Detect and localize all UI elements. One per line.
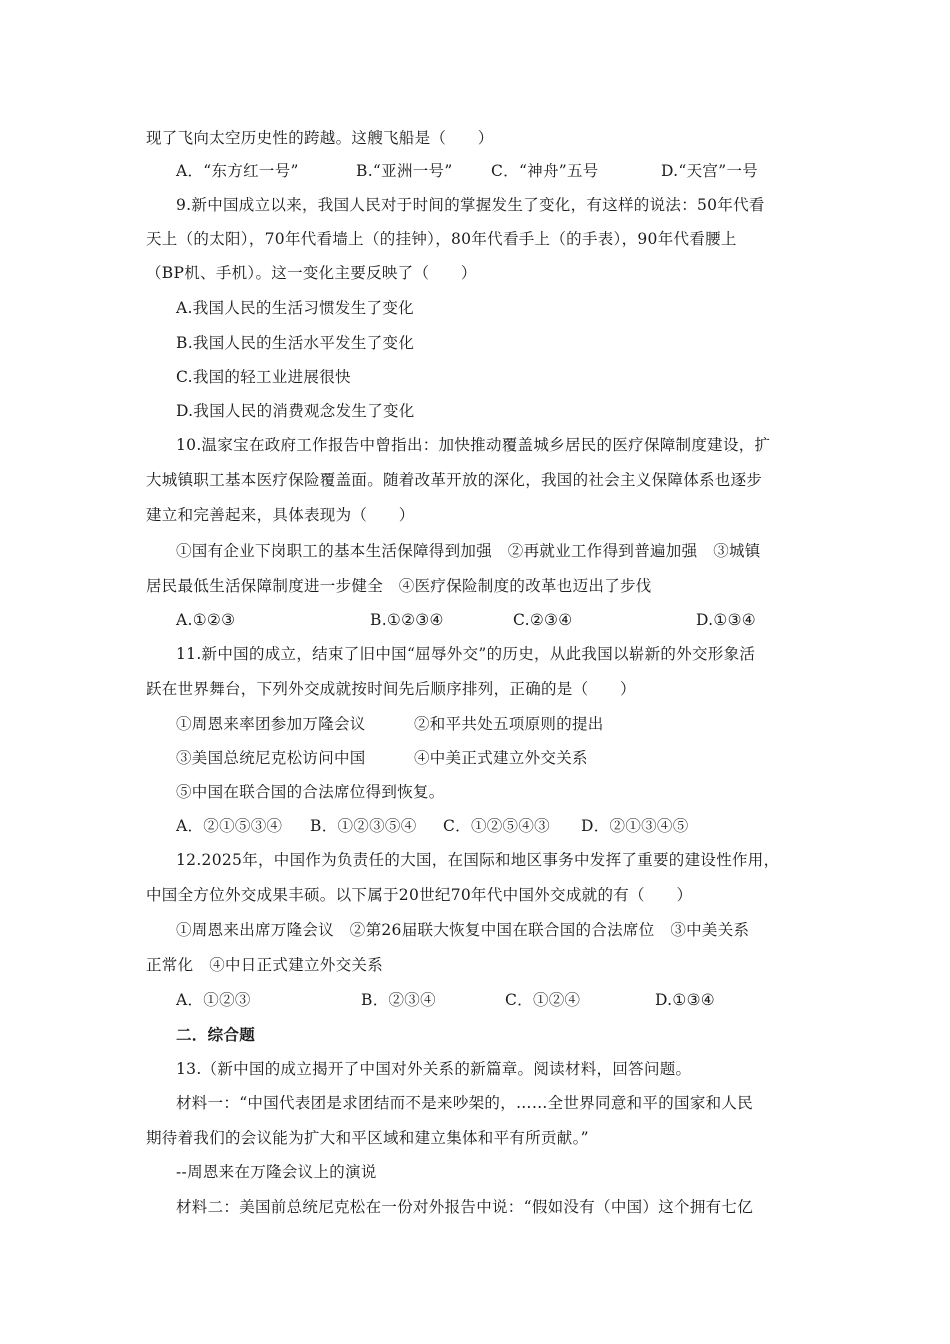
q10-items-line2: 居民最低生活保障制度进一步健全 ④医疗保险制度的改革也迈出了步伐: [146, 577, 652, 595]
q12-option-a: A．①②③: [176, 991, 251, 1009]
q13-material1-line1: 材料一：“中国代表团是求团结而不是来吵架的，……全世界同意和平的国家和人民: [176, 1094, 754, 1112]
q11-stem-line2: 跃在世界舞台，下列外交成就按时间先后顺序排列，正确的是（ ）: [146, 680, 636, 698]
q10-stem-line3: 建立和完善起来，具体表现为（ ）: [146, 506, 415, 524]
q8-option-b: B.“亚洲一号”: [356, 162, 453, 180]
q10-option-c: C.②③④: [513, 611, 573, 629]
q9-stem-line1: 9.新中国成立以来，我国人民对于时间的掌握发生了变化，有这样的说法：50年代看: [176, 196, 765, 214]
q10-option-b: B.①②③④: [370, 611, 444, 629]
q9-option-d: D.我国人民的消费观念发生了变化: [176, 402, 415, 420]
q12-items-line1: ①周恩来出席万隆会议 ②第26届联大恢复中国在联合国的合法席位 ③中美关系: [176, 921, 750, 939]
q11-item-4: ④中美正式建立外交关系: [414, 749, 588, 767]
q9-option-b: B.我国人民的生活水平发生了变化: [176, 334, 415, 352]
q9-stem-line2: 天上（的太阳），70年代看墙上（的挂钟），80年代看手上（的手表），90年代看腰上: [146, 230, 737, 248]
q11-item-2: ②和平共处五项原则的提出: [414, 715, 604, 733]
q11-item-5: ⑤中国在联合国的合法席位得到恢复。: [176, 783, 445, 801]
q8-option-a: A．“东方红一号”: [176, 162, 299, 180]
q11-items-row1: [176, 714, 604, 734]
q8-option-c: C．“神舟”五号: [491, 162, 599, 180]
q11-items-row2: [176, 748, 588, 768]
q11-option-b: B．①②③⑤④: [310, 817, 417, 835]
q11-option-c: C．①②⑤④③: [443, 817, 550, 835]
q9-stem-line3: （BP机、手机）。这一变化主要反映了（ ）: [146, 264, 477, 282]
q10-options: [176, 610, 756, 630]
q12-options: [176, 990, 715, 1010]
q12-items-line2: 正常化 ④中日正式建立外交关系: [146, 956, 384, 974]
q10-stem-line2: 大城镇职工基本医疗保险覆盖面。随着改革开放的深化，我国的社会主义保障体系也逐步: [146, 471, 763, 489]
q8-option-d: D.“天宫”一号: [661, 162, 759, 180]
q12-stem-line2: 中国全方位外交成果丰硕。以下属于20世纪70年代中国外交成就的有（ ）: [146, 886, 693, 904]
q10-option-d: D.①③④: [696, 611, 756, 629]
q11-stem-line1: 11.新中国的成立，结束了旧中国“屈辱外交”的历史，从此我国以崭新的外交形象活: [176, 645, 756, 663]
q13-material2-line1: 材料二：美国前总统尼克松在一份对外报告中说：“假如没有（中国）这个拥有七亿: [176, 1198, 754, 1216]
q8-options: [176, 161, 758, 181]
q11-item-1: ①周恩来率团参加万隆会议: [176, 715, 366, 733]
q10-option-a: A.①②③: [176, 611, 236, 629]
q12-stem-line1: 12.2025年，中国作为负责任的大国，在国际和地区事务中发挥了重要的建设性作用，: [176, 851, 780, 869]
q12-option-c: C．①②④: [505, 991, 581, 1009]
q11-option-a: A．②①⑤③④: [176, 817, 283, 835]
q10-stem-line1: 10.温家宝在政府工作报告中曾指出：加快推动覆盖城乡居民的医疗保障制度建设，扩: [176, 436, 771, 454]
q10-items-line1: ①国有企业下岗职工的基本生活保障得到加强 ②再就业工作得到普遍加强 ③城镇: [176, 542, 761, 560]
q12-option-d: D.①③④: [655, 991, 715, 1009]
q11-options: [176, 816, 689, 836]
q13-stem: 13.（新中国的成立揭开了中国对外关系的新篇章。阅读材料，回答问题。: [176, 1060, 692, 1078]
q8-stem-end: 现了飞向太空历史性的跨越。这艘飞船是（ ）: [146, 129, 494, 147]
q9-option-a: A.我国人民的生活习惯发生了变化: [176, 299, 414, 317]
q13-material1-source: --周恩来在万隆会议上的演说: [176, 1163, 377, 1181]
section-heading: 二．综合题: [176, 1025, 256, 1044]
q11-item-3: ③美国总统尼克松访问中国: [176, 749, 366, 767]
q11-option-d: D．②①③④⑤: [581, 817, 689, 835]
q9-option-c: C.我国的轻工业进展很快: [176, 368, 351, 386]
q12-option-b: B．②③④: [361, 991, 436, 1009]
q13-material1-line2: 期待着我们的会议能为扩大和平区域和建立集体和平有所贡献。”: [146, 1129, 589, 1147]
